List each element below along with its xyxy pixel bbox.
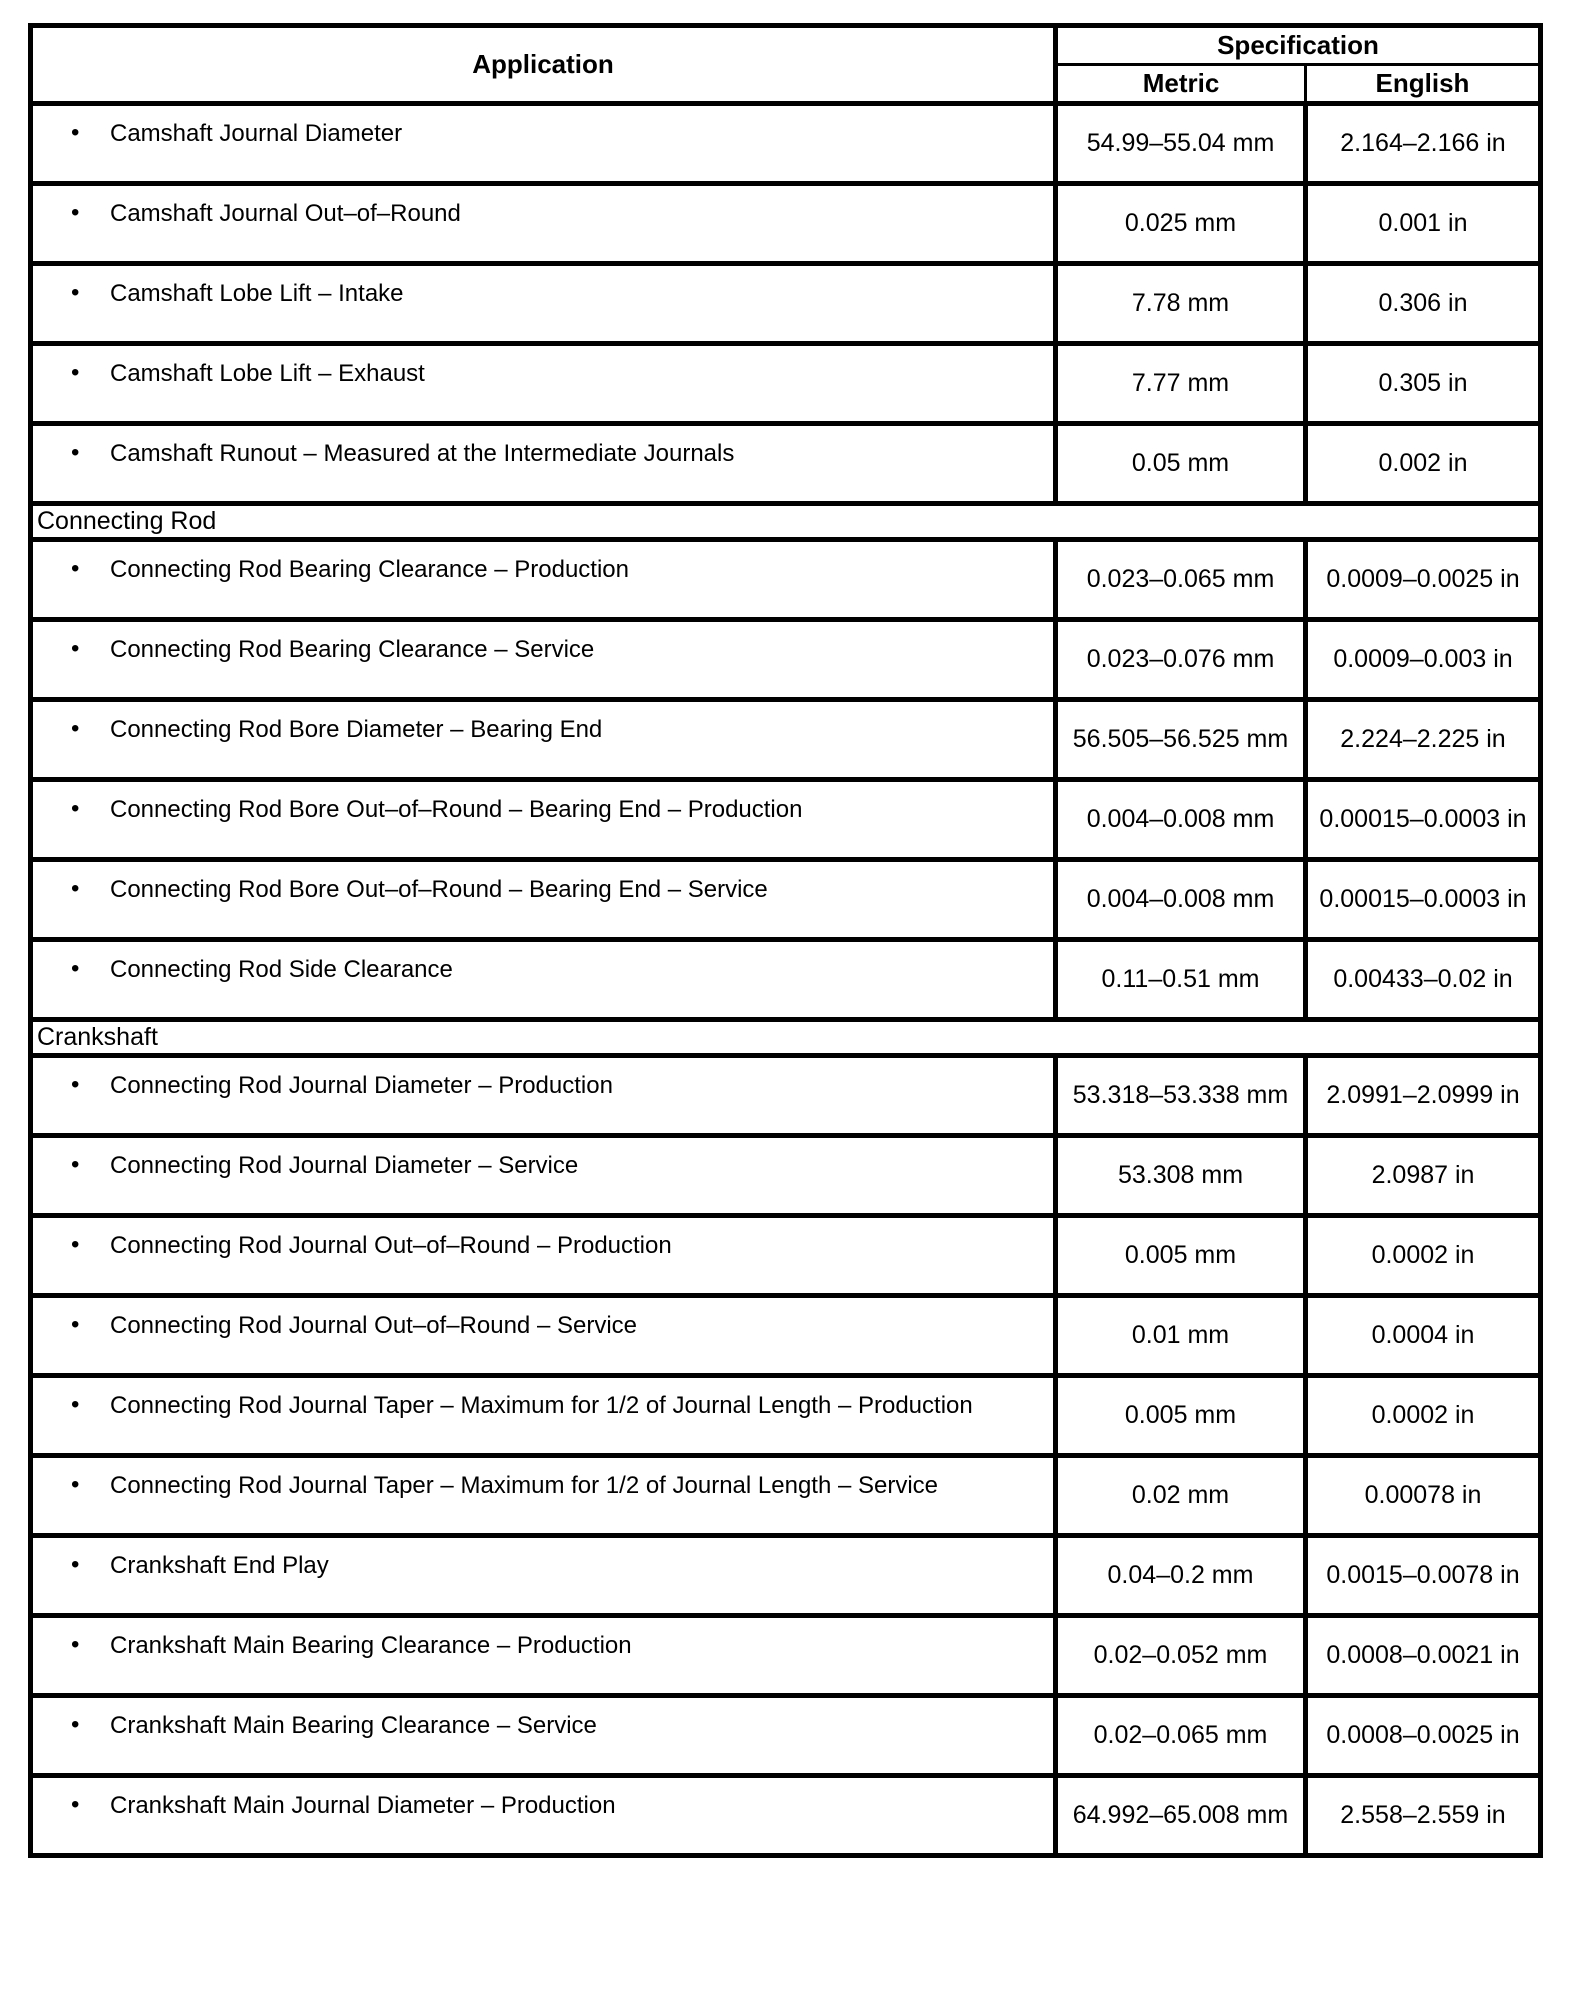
spec-row [31, 1136, 1541, 1216]
english-value: 0.0002 in [1306, 1216, 1541, 1296]
bullet-icon: • [71, 1391, 80, 1418]
application-cell [31, 1296, 1056, 1376]
spec-row [31, 1536, 1541, 1616]
metric-value: 0.02 mm [1056, 1456, 1306, 1536]
section-row [31, 504, 1541, 540]
application-label: Connecting Rod Journal Out–of–Round – Production [110, 1232, 672, 1259]
bullet-icon: • [71, 1311, 80, 1338]
metric-value: 0.004–0.008 mm [1056, 860, 1306, 940]
spec-row [31, 104, 1541, 184]
metric-value: 53.308 mm [1056, 1136, 1306, 1216]
english-value: 0.00015–0.0003 in [1306, 780, 1541, 860]
bullet-icon: • [71, 439, 80, 466]
application-cell [31, 1616, 1056, 1696]
metric-value: 0.023–0.076 mm [1056, 620, 1306, 700]
application-label: Connecting Rod Journal Taper – Maximum for 1/2 of Journal Length – Production [110, 1392, 973, 1419]
metric-value: 0.05 mm [1056, 424, 1306, 504]
bullet-icon: • [71, 955, 80, 982]
english-value: 0.002 in [1306, 424, 1541, 504]
spec-row [31, 1616, 1541, 1696]
bullet-icon: • [71, 715, 80, 742]
application-label: Crankshaft Main Journal Diameter – Production [110, 1792, 616, 1819]
application-label: Camshaft Runout – Measured at the Intermediate Journals [110, 440, 735, 467]
bullet-icon: • [71, 1551, 80, 1578]
bullet-icon: • [71, 795, 80, 822]
english-value: 0.0015–0.0078 in [1306, 1536, 1541, 1616]
bullet-icon: • [71, 359, 80, 386]
header-row-top [31, 26, 1541, 65]
bullet-icon: • [71, 199, 80, 226]
metric-value: 0.025 mm [1056, 184, 1306, 264]
bullet-icon: • [71, 1791, 80, 1818]
english-value: 2.0987 in [1306, 1136, 1541, 1216]
application-label: Connecting Rod Journal Diameter – Service [110, 1152, 579, 1179]
english-value: 0.001 in [1306, 184, 1541, 264]
english-value: 0.0008–0.0025 in [1306, 1696, 1541, 1776]
metric-value: 0.005 mm [1056, 1376, 1306, 1456]
application-label: Connecting Rod Bearing Clearance – Production [110, 556, 629, 583]
application-cell [31, 1056, 1056, 1136]
spec-row [31, 1376, 1541, 1456]
application-cell [31, 860, 1056, 940]
table-header [31, 26, 1541, 104]
application-cell [31, 344, 1056, 424]
spec-row [31, 1056, 1541, 1136]
section-row [31, 1020, 1541, 1056]
spec-row [31, 184, 1541, 264]
spec-row [31, 1456, 1541, 1536]
application-cell [31, 940, 1056, 1020]
application-cell [31, 780, 1056, 860]
english-value: 0.00015–0.0003 in [1306, 860, 1541, 940]
application-cell [31, 104, 1056, 184]
section-label: Connecting Rod [31, 504, 1541, 540]
spec-row [31, 940, 1541, 1020]
application-cell [31, 700, 1056, 780]
application-label: Connecting Rod Journal Diameter – Production [110, 1072, 613, 1099]
bullet-icon: • [71, 875, 80, 902]
spec-row [31, 860, 1541, 940]
application-cell [31, 1456, 1056, 1536]
application-label: Connecting Rod Bore Diameter – Bearing End [110, 716, 603, 743]
spec-row [31, 424, 1541, 504]
english-value: 0.0009–0.003 in [1306, 620, 1541, 700]
english-value: 2.224–2.225 in [1306, 700, 1541, 780]
metric-value: 0.005 mm [1056, 1216, 1306, 1296]
application-label: Crankshaft End Play [110, 1552, 329, 1579]
metric-value: 0.023–0.065 mm [1056, 540, 1306, 620]
bullet-icon: • [71, 635, 80, 662]
application-cell [31, 1536, 1056, 1616]
metric-value: 56.505–56.525 mm [1056, 700, 1306, 780]
english-value: 0.0002 in [1306, 1376, 1541, 1456]
metric-value: 54.99–55.04 mm [1056, 104, 1306, 184]
spec-row [31, 780, 1541, 860]
bullet-icon: • [71, 279, 80, 306]
spec-row [31, 1216, 1541, 1296]
english-value: 2.0991–2.0999 in [1306, 1056, 1541, 1136]
metric-value: 7.78 mm [1056, 264, 1306, 344]
bullet-icon: • [71, 1151, 80, 1178]
english-value: 0.0008–0.0021 in [1306, 1616, 1541, 1696]
application-label: Connecting Rod Bore Out–of–Round – Bearing End – Service [110, 876, 768, 903]
application-cell [31, 1136, 1056, 1216]
specification-column-header: Specification [1056, 26, 1541, 65]
bullet-icon: • [71, 1471, 80, 1498]
bullet-icon: • [71, 555, 80, 582]
bullet-icon: • [71, 1231, 80, 1258]
application-cell [31, 540, 1056, 620]
spec-row [31, 1776, 1541, 1856]
spec-row [31, 264, 1541, 344]
spec-row [31, 620, 1541, 700]
application-cell [31, 1376, 1056, 1456]
bullet-icon: • [71, 1711, 80, 1738]
spec-table-body [31, 104, 1541, 1856]
spec-row [31, 1696, 1541, 1776]
bullet-icon: • [71, 1631, 80, 1658]
application-label: Camshaft Lobe Lift – Exhaust [110, 360, 425, 387]
english-value: 0.0004 in [1306, 1296, 1541, 1376]
metric-value: 64.992–65.008 mm [1056, 1776, 1306, 1856]
application-label: Camshaft Journal Diameter [110, 120, 403, 147]
metric-value: 0.11–0.51 mm [1056, 940, 1306, 1020]
application-label: Camshaft Journal Out–of–Round [110, 200, 461, 227]
bullet-icon: • [71, 119, 80, 146]
application-label: Camshaft Lobe Lift – Intake [110, 280, 404, 307]
application-cell [31, 424, 1056, 504]
english-value: 0.00078 in [1306, 1456, 1541, 1536]
application-label: Connecting Rod Bore Out–of–Round – Bearing End – Production [110, 796, 803, 823]
spec-row [31, 1296, 1541, 1376]
specifications-table [28, 23, 1543, 1858]
spec-row [31, 700, 1541, 780]
application-cell [31, 264, 1056, 344]
english-value: 0.0009–0.0025 in [1306, 540, 1541, 620]
application-cell [31, 1216, 1056, 1296]
metric-value: 53.318–53.338 mm [1056, 1056, 1306, 1136]
english-value: 2.558–2.559 in [1306, 1776, 1541, 1856]
spec-row [31, 540, 1541, 620]
application-cell [31, 1696, 1056, 1776]
english-value: 2.164–2.166 in [1306, 104, 1541, 184]
application-cell [31, 184, 1056, 264]
metric-value: 0.004–0.008 mm [1056, 780, 1306, 860]
application-label: Crankshaft Main Bearing Clearance – Production [110, 1632, 632, 1659]
metric-column-header: Metric [1056, 65, 1306, 104]
section-label: Crankshaft [31, 1020, 1541, 1056]
application-label: Connecting Rod Bearing Clearance – Service [110, 636, 595, 663]
application-cell [31, 620, 1056, 700]
application-column-header: Application [31, 26, 1056, 104]
english-value: 0.305 in [1306, 344, 1541, 424]
metric-value: 0.01 mm [1056, 1296, 1306, 1376]
english-column-header: English [1306, 65, 1541, 104]
english-value: 0.306 in [1306, 264, 1541, 344]
metric-value: 0.02–0.065 mm [1056, 1696, 1306, 1776]
application-label: Connecting Rod Journal Taper – Maximum for 1/2 of Journal Length – Service [110, 1472, 939, 1499]
bullet-icon: • [71, 1071, 80, 1098]
application-label: Crankshaft Main Bearing Clearance – Service [110, 1712, 597, 1739]
application-label: Connecting Rod Journal Out–of–Round – Service [110, 1312, 637, 1339]
application-label: Connecting Rod Side Clearance [110, 956, 453, 983]
spec-row [31, 344, 1541, 424]
metric-value: 7.77 mm [1056, 344, 1306, 424]
metric-value: 0.04–0.2 mm [1056, 1536, 1306, 1616]
metric-value: 0.02–0.052 mm [1056, 1616, 1306, 1696]
english-value: 0.00433–0.02 in [1306, 940, 1541, 1020]
application-cell [31, 1776, 1056, 1856]
